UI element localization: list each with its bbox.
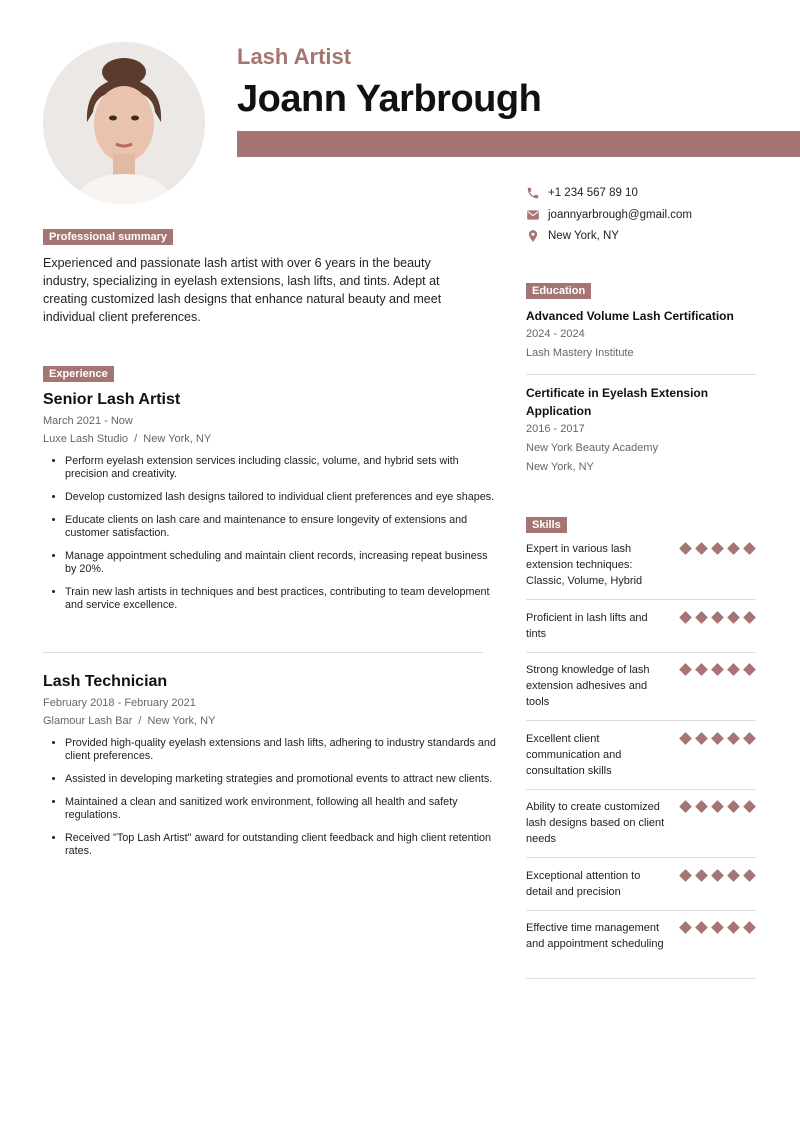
job-role-title: Senior Lash Artist xyxy=(43,391,181,408)
skill-rating xyxy=(679,920,756,935)
education-school: New York Beauty Academy xyxy=(526,442,659,454)
skill-row xyxy=(526,662,756,721)
job-company: Luxe Lash Studio xyxy=(43,433,129,445)
skill-rating-diamond xyxy=(743,921,756,934)
job-bullet: • Assisted in developing marketing strategies and promotional events to attract new clients. xyxy=(65,773,498,786)
job-company-line: Glamour Lash Bar / New York, NY xyxy=(43,715,216,727)
skills-tag: Skills xyxy=(526,517,567,533)
phone-text: +1 234 567 89 10 xyxy=(548,187,638,199)
skill-name: Excellent client communication and consultation skills xyxy=(526,733,622,777)
education-divider xyxy=(526,374,756,375)
skill-name: Proficient in lash lifts and tints xyxy=(526,612,648,640)
skill-rating-diamond xyxy=(695,732,708,745)
skill-rating-diamond xyxy=(695,869,708,882)
skill-rating-diamond xyxy=(679,611,692,624)
skill-rating xyxy=(679,799,756,814)
job-bullet: • Maintained a clean and sanitized work environment, following all health and safety regulations. xyxy=(65,796,498,822)
experience-entry xyxy=(43,673,498,868)
education-school: Lash Mastery Institute xyxy=(526,347,634,359)
education-title: Advanced Volume Lash Certification xyxy=(526,309,734,323)
job-bullet: • Train new lash artists in techniques and best practices, contributing to team development and service excellence. xyxy=(65,586,498,612)
skill-rating-diamond xyxy=(711,542,724,555)
skill-name: Strong knowledge of lash extension adhesives and tools xyxy=(526,664,650,708)
job-bullet-list xyxy=(43,455,498,612)
skill-rating xyxy=(679,541,756,556)
email-text: joannyarbrough@gmail.com xyxy=(548,209,692,221)
job-title: Lash Artist xyxy=(237,44,352,69)
job-bullet: • Develop customized lash designs tailored to individual client preferences and eye shapes. xyxy=(65,491,498,504)
education-location: New York, NY xyxy=(526,461,594,473)
skill-rating-diamond xyxy=(695,542,708,555)
education-entry xyxy=(526,384,756,477)
skill-row xyxy=(526,920,756,979)
education-section-label xyxy=(526,281,591,299)
skill-rating-diamond xyxy=(711,663,724,676)
education-dates: 2016 - 2017 xyxy=(526,423,585,435)
skill-rating-diamond xyxy=(695,663,708,676)
skill-row xyxy=(526,731,756,790)
skill-rating-diamond xyxy=(727,921,740,934)
job-bullet-list xyxy=(43,737,498,858)
skill-rating-diamond xyxy=(727,732,740,745)
skill-rating-diamond xyxy=(711,869,724,882)
job-location: New York, NY xyxy=(143,433,212,445)
job-dates: March 2021 - Now xyxy=(43,415,133,427)
skill-rating-diamond xyxy=(695,921,708,934)
education-dates: 2024 - 2024 xyxy=(526,328,585,340)
location-pin-icon xyxy=(526,229,540,243)
summary-section-label xyxy=(43,227,173,245)
job-bullet: • Received "Top Lash Artist" award for outstanding client feedback and high client retention rates. xyxy=(65,832,498,858)
skill-rating-diamond xyxy=(711,611,724,624)
header-accent-bar xyxy=(237,131,800,157)
skill-rating-diamond xyxy=(711,800,724,813)
education-entry xyxy=(526,307,756,363)
job-bullet: • Manage appointment scheduling and maintain client records, increasing repeat business by 20%. xyxy=(65,550,498,576)
skill-rating-diamond xyxy=(679,921,692,934)
skill-rating-diamond xyxy=(727,869,740,882)
skill-row xyxy=(526,610,756,653)
skill-rating-diamond xyxy=(727,800,740,813)
skill-name: Expert in various lash extension techniques: Classic, Volume, Hybrid xyxy=(526,543,643,587)
skill-name: Ability to create customized lash designs based on client needs xyxy=(526,801,665,845)
skill-rating-diamond xyxy=(743,800,756,813)
job-company-line: Luxe Lash Studio / New York, NY xyxy=(43,433,212,445)
skill-rating-diamond xyxy=(711,921,724,934)
contact-location xyxy=(526,229,619,243)
skill-rating-diamond xyxy=(727,542,740,555)
experience-tag: Experience xyxy=(43,366,114,382)
summary-text: Experienced and passionate lash artist with over 6 years in the beauty industry, specializing in eyelash extensions, lash lifts, and tints. Adept at creating customized lash designs that enhance natural beauty and meet individual client preferences. xyxy=(43,256,442,324)
skill-rating-diamond xyxy=(679,869,692,882)
skill-rating-diamond xyxy=(727,663,740,676)
education-title: Certificate in Eyelash Extension Application xyxy=(526,386,709,418)
skills-section-label xyxy=(526,515,567,533)
summary-tag: Professional summary xyxy=(43,229,173,245)
profile-photo xyxy=(43,42,205,204)
skill-rating-diamond xyxy=(679,542,692,555)
contact-email[interactable] xyxy=(526,208,692,222)
education-tag: Education xyxy=(526,283,591,299)
location-text: New York, NY xyxy=(548,230,619,242)
skill-rating-diamond xyxy=(679,800,692,813)
skill-rating-diamond xyxy=(743,869,756,882)
phone-icon xyxy=(526,186,540,200)
job-company: Glamour Lash Bar xyxy=(43,715,133,727)
skill-rating-diamond xyxy=(727,611,740,624)
skill-name: Effective time management and appointment scheduling xyxy=(526,922,664,950)
skill-rating-diamond xyxy=(743,611,756,624)
skill-rating xyxy=(679,662,756,677)
job-bullet: • Provided high-quality eyelash extensions and lash lifts, adhering to industry standards and client preferences. xyxy=(65,737,498,763)
skill-rating-diamond xyxy=(679,732,692,745)
job-role-title: Lash Technician xyxy=(43,673,168,690)
skill-name: Exceptional attention to detail and precision xyxy=(526,870,641,898)
skill-row xyxy=(526,799,756,858)
skill-row xyxy=(526,541,756,600)
contact-phone[interactable] xyxy=(526,186,638,200)
experience-divider xyxy=(43,652,483,653)
skill-rating-diamond xyxy=(743,732,756,745)
skill-rating xyxy=(679,868,756,883)
job-bullet: • Educate clients on lash care and maintenance to ensure longevity of extensions and customer satisfaction. xyxy=(65,514,498,540)
skill-row xyxy=(526,868,756,911)
skill-rating-diamond xyxy=(679,663,692,676)
candidate-name: Joann Yarbrough xyxy=(237,78,542,120)
email-icon xyxy=(526,208,540,222)
job-bullet: • Perform eyelash extension services including classic, volume, and hybrid sets with precision and creativity. xyxy=(65,455,498,481)
job-location: New York, NY xyxy=(147,715,216,727)
skill-rating-diamond xyxy=(695,611,708,624)
skill-rating xyxy=(679,731,756,746)
skill-rating-diamond xyxy=(711,732,724,745)
skill-rating-diamond xyxy=(695,800,708,813)
job-dates: February 2018 - February 2021 xyxy=(43,697,196,709)
experience-section-label xyxy=(43,364,114,382)
skill-rating-diamond xyxy=(743,542,756,555)
skill-rating xyxy=(679,610,756,625)
skill-rating-diamond xyxy=(743,663,756,676)
experience-entry xyxy=(43,391,498,622)
